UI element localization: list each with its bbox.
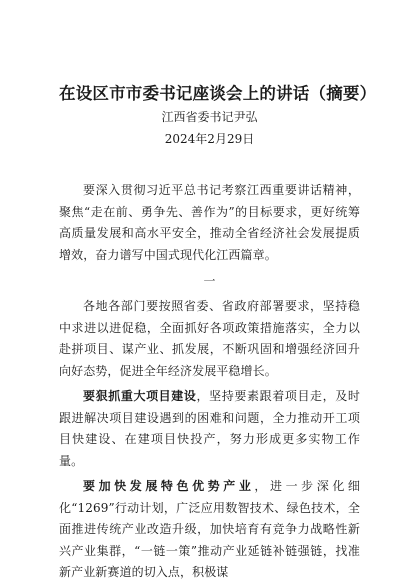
paragraph-text: 要深入贯彻习近平总书记考察江西重要讲话精神，聚焦“走在前、勇争先、善作为”的目标要求，更好统筹高质量发展和高水平安全，推动全省经济社会发展提质增效，奋力谱写中国式现代化江西篇章。	[59, 183, 360, 262]
paragraph-text: ，坚持要素跟着项目走，及时跟进解决项目建设遇到的困难和问题，全力推动开工项目快建设、在建项目快投产，努力形成更多实物工作量。	[59, 389, 360, 468]
paragraph-general	[59, 296, 360, 382]
author-line: 江西省委书记尹弘	[161, 110, 258, 124]
section-heading: 一	[203, 274, 216, 288]
paragraph-lead: 要狠抓重大项目建设	[83, 389, 197, 403]
paragraph-industry	[59, 476, 360, 584]
date-line: 2024年2月29日	[164, 132, 255, 146]
paragraph-intro	[59, 180, 360, 266]
paragraph-text: 各地各部门要按照省委、省政府部署要求，坚持稳中求进以进促稳，全面抓好各项政策措施落实，全力以赴拼项目、谋产业、抓发展，不断巩固和增强经济回升向好态势，促进全年经济发展平稳增长。	[59, 299, 360, 378]
document-title: 在设区市市委书记座谈会上的讲话（摘要）	[59, 84, 377, 103]
paragraph-lead: 要加快发展特色优势产业	[83, 479, 255, 493]
paragraph-text: ，进一步深化细化“1269”行动计划，广泛应用数智技术、绿色技术，全面推进传统产业改造升级，加快培育有竞争力战略性新兴产业集群，“一链一策”推动产业延链补链强链，找准新产业新赛道的切入点，积极谋	[59, 479, 360, 579]
paragraph-projects	[59, 386, 360, 472]
